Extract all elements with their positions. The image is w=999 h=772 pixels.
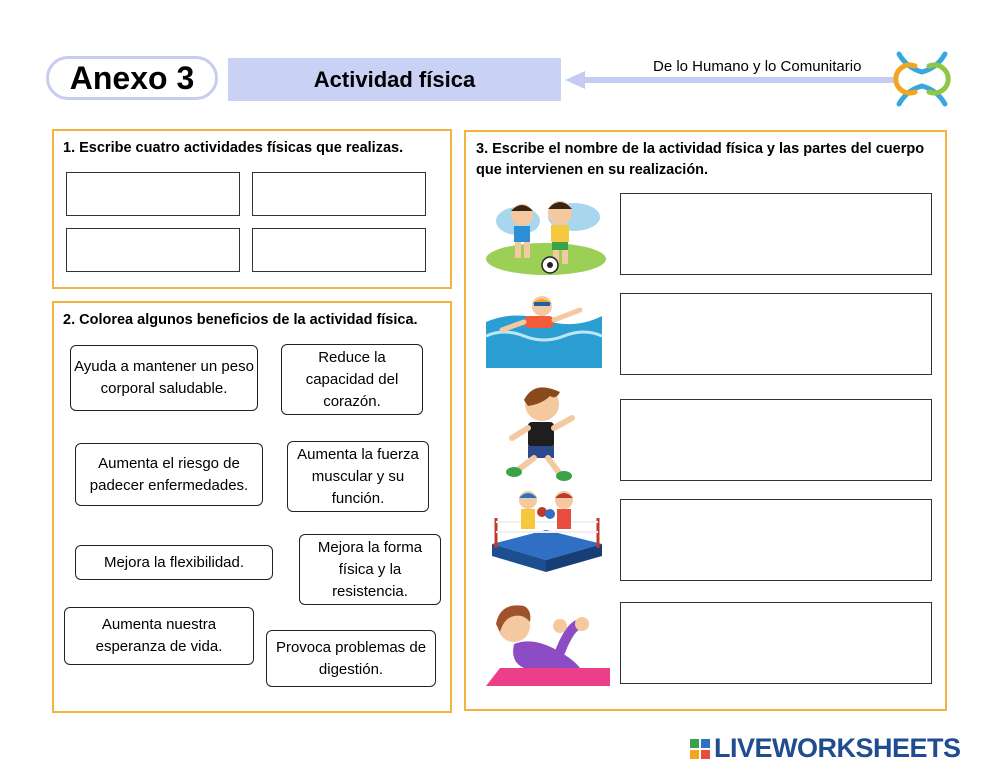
activity-input-4[interactable] [252,228,426,272]
activity-answer-1[interactable] [620,193,932,275]
running-image [494,380,584,484]
benefit-option[interactable]: Ayuda a mantener un peso corporal saludable. [70,345,258,411]
benefit-option[interactable]: Aumenta la fuerza muscular y su función. [287,441,429,512]
activity-input-2[interactable] [252,172,426,216]
boxing-image [488,486,606,578]
liveworksheets-grid-icon [690,739,710,759]
activity-answer-2[interactable] [620,293,932,375]
activity-answer-4[interactable] [620,499,932,581]
benefit-option[interactable]: Provoca problemas de digestión. [266,630,436,687]
benefit-option[interactable]: Aumenta el riesgo de padecer enfermedades. [75,443,263,506]
liveworksheets-logo [690,733,961,764]
soccer-image [484,193,608,275]
section-3-heading: 3. Escribe el nombre de la actividad física y las partes del cuerpo que intervienen en su realización. [476,141,925,178]
subject-label: De lo Humano y lo Comunitario [653,58,862,75]
swimming-image [484,292,604,368]
subject-logo-icon [893,50,951,108]
benefit-option[interactable]: Mejora la flexibilidad. [75,545,273,580]
yoga-image [484,596,612,688]
activity-answer-3[interactable] [620,399,932,481]
activity-answer-5[interactable] [620,602,932,684]
anexo-badge: Anexo 3 [46,56,218,100]
benefit-option[interactable]: Reduce la capacidad del corazón. [281,344,423,415]
benefit-option[interactable]: Mejora la forma física y la resistencia. [299,534,441,605]
section-1-heading: 1. Escribe cuatro actividades físicas que realizas. [63,140,404,156]
activity-input-3[interactable] [66,228,240,272]
page-title: Actividad física [228,58,561,101]
brand-text: LIVEWORKSHEETS [714,733,961,763]
activity-input-1[interactable] [66,172,240,216]
benefit-option[interactable]: Aumenta nuestra esperanza de vida. [64,607,254,665]
section-2-heading: 2. Colorea algunos beneficios de la actividad física. [63,312,418,328]
